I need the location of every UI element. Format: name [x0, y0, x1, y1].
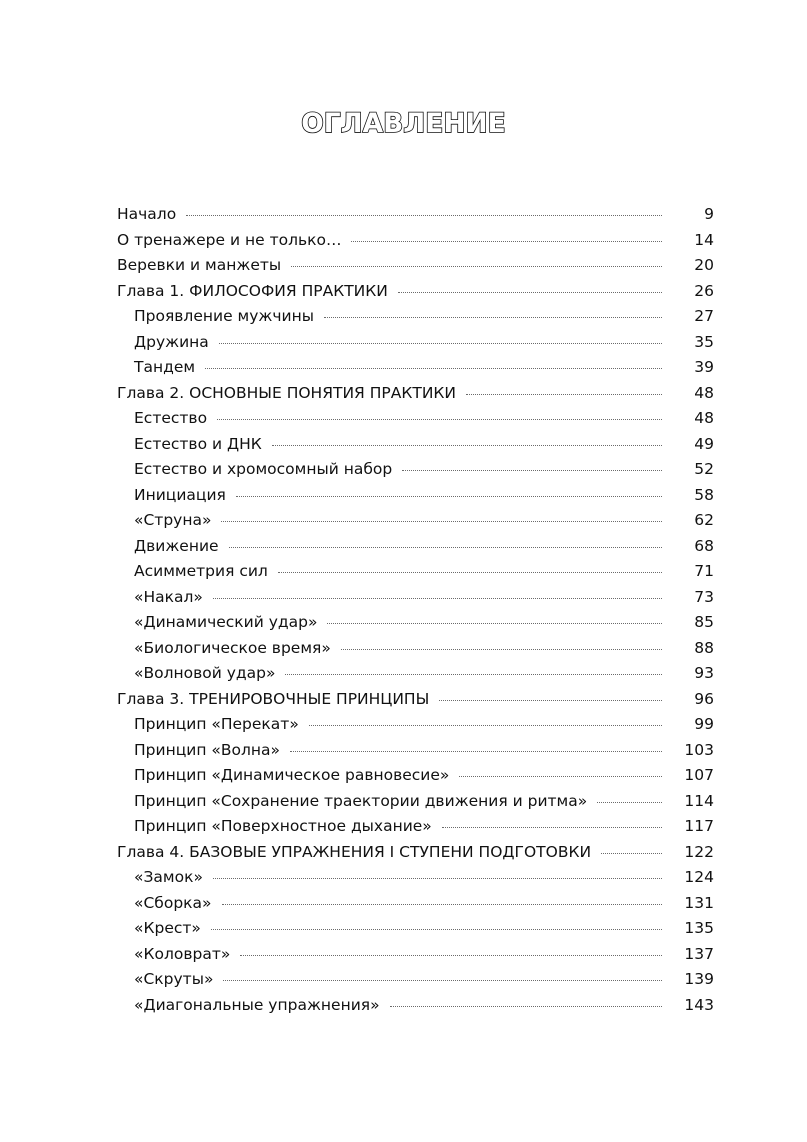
- toc-page-number: 131: [684, 893, 714, 912]
- dot-leader: [278, 571, 662, 573]
- dot-leader: [439, 699, 662, 701]
- toc-subentry[interactable]: [117, 738, 714, 764]
- toc-page-number: 14: [694, 230, 714, 249]
- toc-entry[interactable]: [117, 381, 714, 407]
- toc-entry-label: Принцип «Динамическое равновесие»: [134, 766, 450, 784]
- toc-entry-label: Естество: [134, 409, 208, 427]
- toc-page-number: 139: [684, 970, 714, 988]
- dot-leader: [205, 367, 662, 369]
- toc-subentry[interactable]: [117, 865, 714, 891]
- toc-entry-label: Веревки и манжеты: [117, 256, 282, 274]
- toc-page-number: 49: [694, 434, 714, 453]
- toc-entry-label: Инициация: [134, 485, 226, 504]
- toc-entry-label: «Динамический удар»: [134, 613, 318, 631]
- toc-subentry[interactable]: [117, 993, 714, 1019]
- toc-entry-label: Тандем: [134, 358, 196, 376]
- dot-leader: [324, 316, 662, 318]
- toc-entry-label: «Коловрат»: [134, 944, 231, 963]
- toc-page-number: 20: [694, 256, 714, 274]
- toc-page-number: 99: [694, 715, 714, 733]
- toc-subentry[interactable]: [117, 559, 714, 585]
- toc-entry-label: «Крест»: [134, 919, 201, 937]
- toc-subentry[interactable]: [117, 967, 714, 993]
- toc-entry-label: «Накал»: [134, 587, 203, 606]
- dot-leader: [309, 724, 662, 726]
- toc-page-number: 39: [694, 358, 714, 376]
- toc-page-number: 143: [684, 995, 714, 1014]
- toc-page-number: 48: [694, 383, 714, 402]
- toc-entry-label: Принцип «Сохранение траектории движения и ритма»: [134, 791, 588, 810]
- toc-entry-label: Проявление мужчины: [134, 307, 314, 325]
- toc-entry-label: Естество и ДНК: [134, 434, 262, 453]
- toc-subentry[interactable]: [117, 661, 714, 687]
- toc-subentry[interactable]: [117, 304, 714, 330]
- toc-subentry[interactable]: [117, 330, 714, 356]
- toc-subentry[interactable]: [117, 508, 714, 534]
- toc-entry-label: Асимметрия сил: [134, 562, 268, 580]
- toc-subentry[interactable]: [117, 789, 714, 815]
- toc-page-number: 68: [694, 536, 714, 555]
- toc-page-number: 62: [694, 511, 714, 529]
- dot-leader: [285, 673, 662, 675]
- toc-page-number: 103: [684, 740, 714, 759]
- toc-entry-label: Принцип «Волна»: [134, 740, 281, 759]
- toc-entry-label: Движение: [134, 536, 219, 555]
- toc-page-number: 9: [704, 205, 714, 223]
- page-title: ОГЛАВЛЕНИЕ: [301, 108, 506, 139]
- toc-entry-label: Дружина: [134, 332, 209, 351]
- dot-leader: [351, 240, 662, 242]
- dot-leader: [398, 291, 662, 293]
- dot-leader: [221, 520, 662, 522]
- toc-subentry[interactable]: [117, 610, 714, 636]
- dot-leader: [229, 546, 662, 548]
- toc-entry[interactable]: [117, 253, 714, 279]
- toc-page-number: 35: [694, 332, 714, 351]
- toc-entry-label: Глава 4. БАЗОВЫЕ УПРАЖНЕНИЯ I СТУПЕНИ ПОДГОТОВКИ: [117, 842, 592, 861]
- toc-page-number: 26: [694, 281, 714, 300]
- dot-leader: [223, 979, 662, 981]
- toc-page-number: 58: [694, 485, 714, 504]
- dot-leader: [290, 750, 662, 752]
- toc-subentry[interactable]: [117, 712, 714, 738]
- toc-entry-label: О тренажере и не только…: [117, 230, 342, 249]
- dot-leader: [222, 903, 662, 905]
- toc-entry-label: Глава 2. ОСНОВНЫЕ ПОНЯТИЯ ПРАКТИКИ: [117, 383, 457, 402]
- toc-entry-label: «Скруты»: [134, 970, 214, 988]
- dot-leader: [327, 622, 662, 624]
- toc-subentry[interactable]: [117, 406, 714, 432]
- toc-page-number: 48: [694, 409, 714, 427]
- toc-page-number: 96: [694, 689, 714, 708]
- toc-subentry[interactable]: [117, 942, 714, 968]
- toc-subentry[interactable]: [117, 457, 714, 483]
- toc-subentry[interactable]: [117, 636, 714, 662]
- dot-leader: [217, 418, 662, 420]
- dot-leader: [402, 469, 662, 471]
- toc-subentry[interactable]: [117, 483, 714, 509]
- toc-page-number: 114: [684, 791, 714, 810]
- dot-leader: [291, 265, 662, 267]
- toc-page-number: 73: [694, 587, 714, 606]
- dot-leader: [390, 1005, 662, 1007]
- toc-subentry[interactable]: [117, 355, 714, 381]
- toc-entry-label: «Сборка»: [134, 893, 212, 912]
- toc-page-number: 137: [684, 944, 714, 963]
- toc-entry-label: Принцип «Перекат»: [134, 715, 299, 733]
- toc-page-number: 71: [694, 562, 714, 580]
- toc-subentry[interactable]: [117, 432, 714, 458]
- toc-page-number: 135: [684, 919, 714, 937]
- toc-page-number: 52: [694, 460, 714, 478]
- toc-page-number: 27: [694, 307, 714, 325]
- toc-entry-label: Глава 3. ТРЕНИРОВОЧНЫЕ ПРИНЦИПЫ: [117, 689, 430, 708]
- toc-entry-label: Глава 1. ФИЛОСОФИЯ ПРАКТИКИ: [117, 281, 388, 300]
- toc-entry-label: «Биологическое время»: [134, 638, 331, 657]
- toc-entry[interactable]: [117, 228, 714, 254]
- toc-page-number: 85: [694, 613, 714, 631]
- dot-leader: [601, 852, 662, 854]
- dot-leader: [213, 597, 662, 599]
- dot-leader: [211, 928, 662, 930]
- dot-leader: [272, 444, 662, 446]
- toc-subentry[interactable]: [117, 891, 714, 917]
- dot-leader: [186, 214, 662, 216]
- dot-leader: [236, 495, 662, 497]
- dot-leader: [597, 801, 662, 803]
- dot-leader: [240, 954, 662, 956]
- toc-entry-label: «Струна»: [134, 511, 212, 529]
- table-of-contents: [117, 202, 714, 1018]
- toc-subentry[interactable]: [117, 534, 714, 560]
- toc-page-number: 124: [684, 868, 714, 886]
- toc-entry-label: Принцип «Поверхностное дыхание»: [134, 817, 432, 835]
- dot-leader: [341, 648, 662, 650]
- dot-leader: [459, 775, 662, 777]
- toc-subentry[interactable]: [117, 585, 714, 611]
- toc-entry[interactable]: [117, 687, 714, 713]
- dot-leader: [213, 877, 662, 879]
- toc-subentry[interactable]: [117, 916, 714, 942]
- toc-entry[interactable]: [117, 202, 714, 228]
- dot-leader: [219, 342, 662, 344]
- toc-subentry[interactable]: [117, 763, 714, 789]
- toc-entry-label: «Замок»: [134, 868, 203, 886]
- toc-page-number: 88: [694, 638, 714, 657]
- toc-subentry[interactable]: [117, 814, 714, 840]
- toc-entry-label: «Волновой удар»: [134, 664, 276, 682]
- toc-page-number: 93: [694, 664, 714, 682]
- toc-entry-label: «Диагональные упражнения»: [134, 995, 380, 1014]
- dot-leader: [442, 826, 662, 828]
- toc-page-number: 117: [684, 817, 714, 835]
- toc-entry-label: Естество и хромосомный набор: [134, 460, 393, 478]
- toc-page-number: 107: [684, 766, 714, 784]
- toc-page-number: 122: [684, 842, 714, 861]
- dot-leader: [466, 393, 662, 395]
- toc-entry[interactable]: [117, 840, 714, 866]
- toc-entry[interactable]: [117, 279, 714, 305]
- toc-entry-label: Начало: [117, 205, 177, 223]
